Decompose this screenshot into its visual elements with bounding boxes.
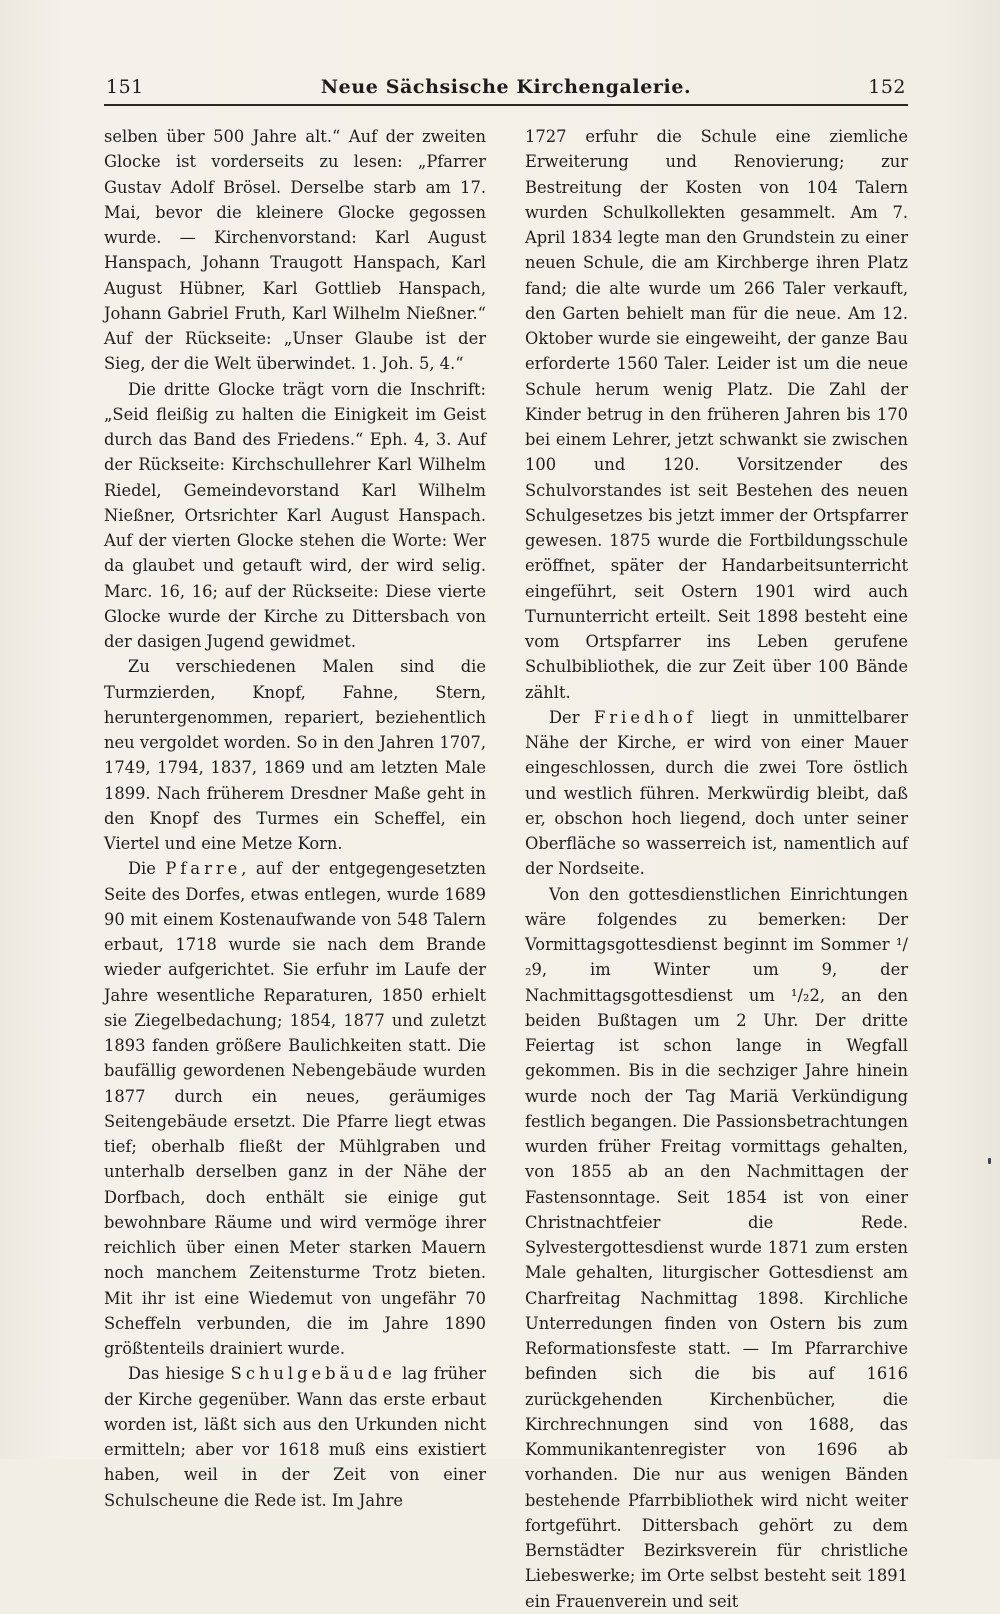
left-text-column [104,124,486,1513]
paragraph [104,377,486,655]
paragraph-text: Von den gottesdienstlichen Einrichtungen wäre folgendes zu bemerken: Der Vormittagsgottesdienst beginnt im Sommer ¹/₂9, im Winter um 9, der Nachmittagsgottesdienst um ¹/₂2, an den beiden Bußtagen um 2 Uhr. Der dritte Feiertag ist schon lange in Wegfall gekommen. Bis in die sechziger Jahre hinein wurde noch der Tag Mariä Verkündigung festlich begangen. Die Passionsbetrachtungen wurden früher Freitag vormittags gehalten, von 1855 ab an den Nachmittagen der Fastensonntage. Seit 1854 ist von einer Christnachtfeier die Rede. Sylvestergottesdienst wurde 1871 zum ersten Male gehalten, liturgischer Gottesdienst am Charfreitag Nachmittag 1898. Kirchliche Unterredungen finden von Ostern bis zum Reformationsfeste statt. — Im Pfarrarchive befinden sich die bis auf 1616 zurückgehenden Kirchenbücher, die Kirchrechnungen sind von 1688, das Kommunikantenregister von 1696 ab vorhanden. Die nur aus wenigen Bänden bestehende Pfarrbibliothek wird nicht weiter fortgeführt. Dittersbach gehört zu dem Bernstädter Bezirksverein für christliche Liebeswerke; im Orte selbst besteht seit 1891 ein Frauenverein und seit [525,884,908,1611]
paragraph-text: Die dritte Glocke trägt vorn die Inschrift: „Seid fleißig zu halten die Einigkeit im Geist durch das Band des Friedens.“ Eph. 4, 3. Auf der Rückseite: Kirchschullehrer Karl Wilhelm Riedel, Gemeindevorstand Karl Wilhelm Nießner, Ortsrichter Karl August Hanspach. Auf der vierten Glocke stehen die Worte: Wer da glaubet und getauft wird, der wird selig. Marc. 16, 16; auf der Rückseite: Diese vierte Glocke wurde der Kirche zu Dittersbach von der dasigen Jugend gewidmet. [104,379,486,651]
right-text-column [525,124,908,1614]
paragraph [525,705,908,882]
paragraph-text: Zu verschiedenen Malen sind die Turmzierden, Knopf, Fahne, Stern, heruntergenommen, repariert, beziehentlich neu vergoldet worden. So in den Jahren 1707, 1749, 1794, 1837, 1869 und am letzten Male 1899. Nach früherem Dresdner Maße geht in den Knopf des Turmes ein Scheffel, ein Viertel und eine Metze Korn. [104,657,486,853]
paragraph-text: selben über 500 Jahre alt.“ Auf der zweiten Glocke ist vorderseits zu lesen: „Pfarrer Gustav Adolf Brösel. Derselbe starb am 17. Mai, bevor die kleinere Glocke gegossen wurde. — Kirchenvorstand: Karl August Hanspach, Johann Traugott Hanspach, Karl August Hübner, Karl Gottlieb Hanspach, Johann Gabriel Fruth, Karl Wilhelm Nießner.“ Auf der Rückseite: „Unser Glaube ist der Sieg, der die Welt überwindet. 1. Joh. 5, 4.“ [104,127,486,374]
paragraph-text: lag früher der Kirche gegenüber. Wann das erste erbaut worden ist, läßt sich aus den Urkunden nicht ermitteln; aber vor 1618 muß eins existiert haben, weil in der Zeit von einer Schulscheune die Rede ist. Im Jahre [104,1364,486,1510]
paragraph-text: 1727 erfuhr die Schule eine ziemliche Erweiterung und Renovierung; zur Bestreitung der Kosten von 104 Talern wurden Schulkollekten gesammelt. Am 7. April 1834 legte man den Grundstein zu einer neuen Schule, die am Kirchberge ihren Platz fand; die alte wurde um 266 Taler verkauft, den Garten behielt man für die neue. Am 12. Oktober wurde sie eingeweiht, der ganze Bau erforderte 1560 Taler. Leider ist um die neue Schule herum wenig Platz. Die Zahl der Kinder betrug in den früheren Jahren bis 170 bei einem Lehrer, jetzt schwankt sie zwischen 100 und 120. Vorsitzender des Schulvorstandes ist seit Bestehen des neuen Schulgesetzes bis jetzt immer der Ortspfarrer gewesen. 1875 wurde die Fortbildungsschule eröffnet, später der Handarbeitsunterricht eingeführt, seit Ostern 1901 wird auch Turnunterricht erteilt. Seit 1898 besteht eine vom Ortspfarrer ins Leben gerufene Schulbibliothek, die zur Zeit über 100 Bände zählt. [525,127,908,702]
paragraph [104,1361,486,1513]
paragraph [104,654,486,856]
page-header [104,74,908,106]
paragraph [525,882,908,1614]
paragraph-text: liegt in unmittelbarer Nähe der Kirche, er wird von einer Mauer eingeschlossen, durch die zwei Tore östlich und westlich führen. Merkwürdig bleibt, daß er, obschon hoch liegend, doch unter seiner Oberfläche so wasserreich ist, namentlich auf der Nordseite. [525,707,908,879]
emphasized-term: Pfarre [165,859,242,879]
right-page-number: 152 [868,76,906,98]
paragraph-text: Das hiesige [128,1364,231,1384]
paragraph [525,124,908,705]
margin-speck [988,1158,991,1164]
emphasized-term: Schulgebäude [230,1364,396,1384]
emphasized-term: Friedhof [594,707,697,727]
left-page-number: 151 [106,76,144,98]
running-title: Neue Sächsische Kirchengalerie. [320,76,692,98]
paragraph-text: Der [549,707,595,727]
paragraph-text: , auf der entgegengesetzten Seite des Dorfes, etwas entlegen, wurde 1689 90 mit einem Kostenaufwande von 548 Talern erbaut, 1718 wurde sie nach dem Brande wieder aufgerichtet. Sie erfuhr im Laufe der Jahre wesentliche Reparaturen, 1850 erhielt sie Ziegelbedachung; 1854, 1877 und zuletzt 1893 fanden größere Baulichkeiten statt. Die baufällig gewordenen Nebengebäude wurden 1877 durch ein neues, geräumiges Seitengebäude ersetzt. Die Pfarre liegt etwas tief; oberhalb fließt der Mühlgraben und unterhalb derselben ganz in der Nähe der Dorfbach, doch enthält sie einige gut bewohnbare Räume und wird vermöge ihrer reichlich über einen Meter starken Mauern noch manchem Zeitensturme Trotz bieten. Mit ihr ist eine Wiedemut von ungefähr 70 Scheffeln verbunden, die im Jahre 1890 größtenteils drainiert wurde. [104,859,487,1358]
paragraph [104,856,486,1361]
paragraph-text: Die [128,859,166,879]
paragraph [104,124,486,377]
